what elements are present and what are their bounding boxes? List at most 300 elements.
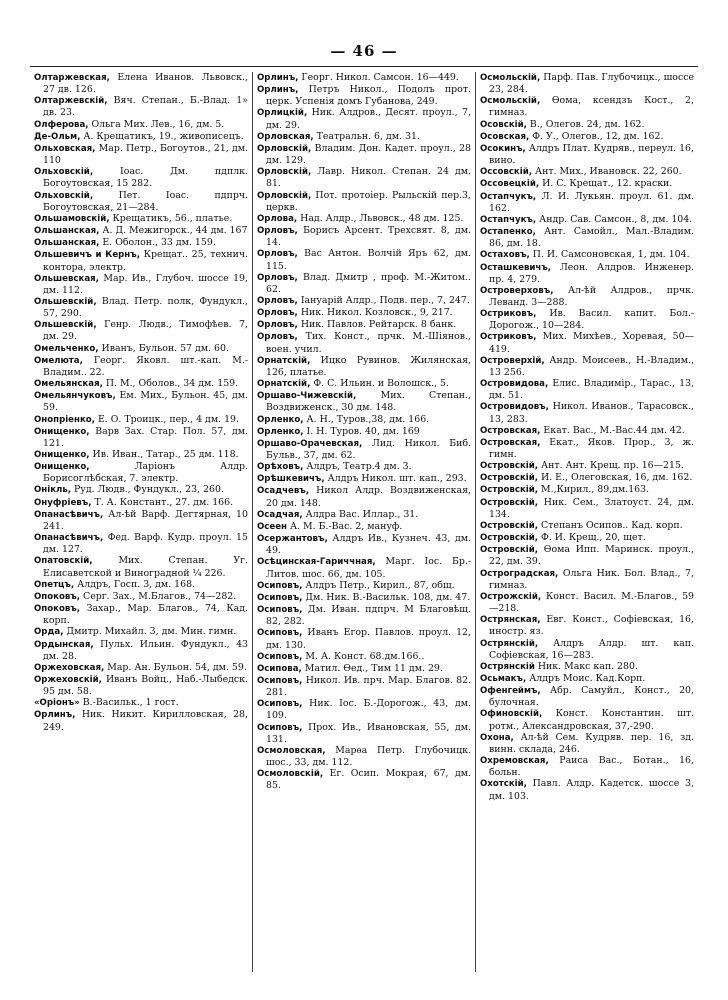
entry-details: Никол. Иванов., Тарасовск., 13, 283. xyxy=(489,401,694,425)
entry-surname: Онопріенко, xyxy=(34,414,95,425)
directory-entry xyxy=(257,438,471,461)
directory-entry xyxy=(480,497,694,520)
directory-entry xyxy=(34,213,248,225)
entry-surname: Орловскій, xyxy=(257,167,312,178)
directory-entry xyxy=(257,225,471,248)
directory-entry xyxy=(257,107,471,130)
directory-entry xyxy=(257,473,471,485)
entry-surname: Осадчевъ, xyxy=(257,486,310,497)
entry-surname: Островидовъ, xyxy=(480,402,549,413)
directory-entry xyxy=(257,604,471,627)
entry-details: А. Д. Межигорск., 44 дм. 167 xyxy=(102,225,248,237)
entry-surname: Осиповъ, xyxy=(257,628,303,639)
entry-details: А. Н., Туров.,38, дм. 166. xyxy=(306,413,430,425)
entry-details: Захар., Мар. Благов., 74, Кад. корп. xyxy=(43,603,249,627)
entry-surname: Ольшевскій, xyxy=(34,296,97,307)
directory-entry xyxy=(480,425,694,437)
directory-entry xyxy=(480,119,694,131)
entry-surname: Орловскій, xyxy=(257,143,312,154)
directory-entry xyxy=(480,614,694,637)
entry-surname: Островская, xyxy=(480,437,541,448)
entry-details: Ѳома Ипп. Маринск. проул., 22, дм. 39. xyxy=(489,544,694,568)
directory-entry xyxy=(34,273,248,296)
directory-entry xyxy=(480,732,694,755)
directory-entry xyxy=(34,662,248,674)
entry-details: Иванъ Войц., Наб.-Лыбедск. 95 дм. 58. xyxy=(43,673,248,698)
entry-details: Ольга Ник. Бол. Влад., 7, гимназ. xyxy=(489,567,694,591)
directory-entry xyxy=(34,249,248,272)
directory-entry xyxy=(480,484,694,496)
entry-details: Ларіонъ Алдр. Борисоглѣбская, 7. электр. xyxy=(43,461,248,485)
entry-surname: Опоковъ, xyxy=(34,604,81,615)
entry-details: Прох. Ив., Ивановская, 55, дм. 131. xyxy=(266,721,472,745)
directory-entry xyxy=(480,378,694,401)
directory-entry xyxy=(257,319,471,331)
entry-details: І. Н. Туров. 40, дм. 169 xyxy=(306,425,420,437)
entry-details: Ал-ѣй Алдров., прчк. Леванд. 3—288. xyxy=(489,284,694,308)
entry-surname: Оршаво-Чижевскій, xyxy=(257,391,357,402)
directory-entry xyxy=(480,131,694,143)
directory-entry xyxy=(257,627,471,650)
entry-details: Алдръ Петр., Кирил., 87, общ. xyxy=(305,579,455,591)
entry-surname: Остриковъ, xyxy=(480,309,537,320)
entry-details: В., Олегов. 24, дм. 162. xyxy=(529,118,645,130)
directory-entry xyxy=(480,568,694,591)
entry-details: Варв Зах. Стар. Пол. 57, дм. 121. xyxy=(43,425,249,449)
entry-details: Над. Алдр., Львовск., 48 дм. 125. xyxy=(300,212,464,224)
entry-surname: Осиповъ, xyxy=(257,675,303,686)
entry-details: П. М., Оболов., 34 дм. 159. xyxy=(105,378,239,390)
entry-surname: Осьмакъ, xyxy=(480,673,527,684)
directory-entry xyxy=(480,685,694,708)
column-1 xyxy=(30,72,252,972)
entry-details: Андр. Моисеев., Н.-Владим., 13 256. xyxy=(489,354,694,378)
directory-entry xyxy=(480,520,694,532)
entry-surname: Ольшанская, xyxy=(34,226,100,237)
entry-details: Ник. Никит. Кирилловская, 28, 249. xyxy=(43,709,248,733)
entry-details: Марг. Іос. Бр.-Литов. шос. 66, дм. 105. xyxy=(266,556,471,580)
entry-surname: Осмоловскій, xyxy=(257,769,324,780)
entry-details: Раиса Вас., Ботан., 16, больн. xyxy=(489,755,694,779)
directory-entry xyxy=(257,521,471,533)
directory-entry xyxy=(34,626,248,638)
entry-details: Матил. Ѳед., Тим 11 дм. 29. xyxy=(304,662,443,674)
entry-surname: Остаховъ, xyxy=(480,250,530,261)
entry-details: Ник. Павлов. Рейтарск. 8 банк. xyxy=(300,319,457,331)
directory-entry xyxy=(257,426,471,438)
entry-details: Л. И. Лукьян. проул. 61. дм. 162. xyxy=(489,190,695,214)
entry-surname: Ордынская, xyxy=(34,639,94,650)
entry-surname: Офиновскій, xyxy=(480,709,543,720)
directory-entry xyxy=(257,331,471,354)
directory-entry xyxy=(34,190,248,213)
directory-entry xyxy=(257,190,471,213)
directory-entry xyxy=(257,295,471,307)
entry-surname: Ольшевичъ и Кернъ, xyxy=(34,250,140,261)
directory-entry xyxy=(480,708,694,731)
entry-surname: Осиповъ, xyxy=(257,580,303,591)
entry-surname: Осташкевичъ, xyxy=(480,262,552,273)
directory-entry xyxy=(480,308,694,331)
entry-surname: Омелюта, xyxy=(34,355,83,366)
directory-entry xyxy=(480,778,694,801)
entry-surname: Де-Ольм, xyxy=(34,131,81,142)
entry-details: М.,Кирил., 89,дм.163. xyxy=(541,484,650,496)
entry-surname: Олтаржевская, xyxy=(34,73,110,83)
entry-surname: Островерховъ, xyxy=(480,285,554,296)
entry-surname: Осадчая, xyxy=(257,509,303,520)
directory-entry xyxy=(480,532,694,544)
entry-surname: Онікль, xyxy=(34,485,72,496)
entry-details: Ник. Сем., Златоуст. 24, дм. 134. xyxy=(489,496,695,520)
entry-surname: Осовская, xyxy=(480,131,530,142)
directory-entry xyxy=(257,143,471,166)
directory-entry xyxy=(257,355,471,378)
entry-details: Ал-ѣй Сем. Кудряв. пер. 16, зд. винн. склада, 246. xyxy=(489,731,694,755)
directory-entry xyxy=(34,674,248,697)
entry-surname: Орловъ, xyxy=(257,308,298,319)
entry-details: Е. О. Троицк., пер., 4 дм. 19. xyxy=(97,413,239,425)
entry-surname: Орлова, xyxy=(257,213,298,224)
directory-entry xyxy=(257,84,471,107)
entry-details: Ив. Иван., Татар., 25 дм. 118. xyxy=(92,449,239,460)
entry-surname: Олтаржевскій, xyxy=(34,96,108,107)
entry-surname: Охремовская, xyxy=(480,756,549,767)
entry-surname: Орлицкій, xyxy=(257,108,308,119)
entry-details: Влад. Дмитр , проф. М.-Житом.. 62. xyxy=(266,271,471,295)
entry-details: Ант. Самойл., Мал.-Владим. 86, дм. 18. xyxy=(489,226,695,250)
entry-surname: Офенгеймъ, xyxy=(480,686,541,697)
directory-entry xyxy=(34,319,248,342)
directory-entry xyxy=(480,285,694,308)
directory-entry xyxy=(257,556,471,579)
entry-surname: Орнатскій, xyxy=(257,379,311,390)
entry-surname: Островскій, xyxy=(480,533,539,544)
directory-entry xyxy=(257,461,471,473)
entry-surname: Орловъ, xyxy=(257,332,298,343)
entry-details: Владим. Дон. Кадет. проул., 28 дм. 129. xyxy=(266,142,471,167)
entry-surname: Островидова, xyxy=(480,379,549,390)
directory-entry xyxy=(257,533,471,556)
directory-entry xyxy=(257,378,471,390)
entry-surname: Оршаво-Орачевская, xyxy=(257,438,363,449)
entry-surname: Орловская, xyxy=(257,131,314,142)
directory-entry xyxy=(257,651,471,663)
entry-details: Іануарій Алдр., Подв. пер., 7, 247. xyxy=(300,294,470,306)
entry-surname: Оссовецкій, xyxy=(480,179,540,190)
entry-details: Ф. С. Ильин. и Волошск., 5. xyxy=(313,378,449,390)
entry-surname: Осѣцинская-Гариччная, xyxy=(257,557,376,568)
entry-surname: Островскій, xyxy=(480,461,539,472)
entry-surname: Остапчукъ, xyxy=(480,214,537,225)
directory-entry xyxy=(257,580,471,592)
directory-entry xyxy=(257,722,471,745)
directory-entry xyxy=(257,213,471,225)
entry-details: Абр. Самуйл., Конст., 20, булочная. xyxy=(489,685,695,709)
directory-entry xyxy=(34,532,248,555)
entry-details: И. Е., Олеговская, 16, дм. 162. xyxy=(541,472,693,484)
entry-details: Лавр. Никол. Степан. 24 дм. 81. xyxy=(266,166,472,190)
directory-entry xyxy=(480,661,694,673)
entry-surname: Островерхій, xyxy=(480,355,545,366)
entry-surname: Орнатскій, xyxy=(257,355,311,366)
entry-surname: Орловскій, xyxy=(257,190,312,201)
directory-entry xyxy=(34,237,248,249)
entry-surname: Орловъ, xyxy=(257,226,298,237)
entry-surname: Ольховскій, xyxy=(34,190,94,201)
entry-surname: Опатовскій, xyxy=(34,556,93,567)
entry-details: Георг. Никол. Самсон. 16—449. xyxy=(301,72,459,83)
entry-surname: Остапчукъ, xyxy=(480,191,537,202)
entry-details: Конст. Васил. М.-Благов., 59—218. xyxy=(489,590,695,615)
entry-surname: Омельянчуковъ, xyxy=(34,391,116,402)
entry-surname: Орловъ, xyxy=(257,249,298,260)
entry-details: Ег. Осип. Мокрая, 67, дм. 85. xyxy=(266,768,471,792)
entry-details: Крещат.. 25, технич. контора, электр. xyxy=(43,249,249,273)
entry-details: Серг. Зах., М.Благов., 74—282. xyxy=(83,590,237,602)
directory-entry xyxy=(34,509,248,532)
directory-entry xyxy=(34,119,248,131)
directory-entry xyxy=(257,272,471,295)
entry-details: Лид. Никол. Биб. Бульв., 37, дм. 62. xyxy=(266,437,471,461)
entry-surname: Оссовскій, xyxy=(480,167,532,178)
entry-surname: Осипова, xyxy=(257,663,302,674)
directory-entry xyxy=(480,143,694,166)
entry-details: Павл. Алдр. Кадетск. шоссе 3, дм. 103. xyxy=(489,778,694,802)
entry-surname: Островскій, xyxy=(480,520,539,531)
entry-surname: Острянскій, xyxy=(480,638,539,649)
entry-details: Никол. Ив. прч. Мар. Благов. 82. 281. xyxy=(266,674,472,699)
entry-surname: Оржеховскій, xyxy=(34,674,102,685)
entry-details: М. А. Конст. 68.дм.166.. xyxy=(305,650,425,662)
column-3 xyxy=(475,72,698,972)
entry-surname: Орда, xyxy=(34,627,64,638)
entry-surname: Орловъ, xyxy=(257,320,298,331)
entry-surname: Онуфріевъ, xyxy=(34,497,92,508)
directory-entry xyxy=(480,591,694,614)
directory-entry xyxy=(480,178,694,190)
entry-surname: Опоковъ, xyxy=(34,591,81,602)
directory-entry xyxy=(480,191,694,214)
entry-details: Алдръ Никол. шт. кап., 293. xyxy=(327,473,467,485)
directory-entry xyxy=(257,72,471,84)
directory-entry xyxy=(34,426,248,449)
directory-entry xyxy=(34,591,248,603)
entry-details: В.-Васильк., 1 гост. xyxy=(82,697,179,709)
entry-details: Парф. Пав. Глубочицк., шоссе 23, 284. xyxy=(489,72,694,96)
entry-surname: Ольшевская, xyxy=(34,273,99,284)
entry-details: П. И. Самсоновская, 1, дм. 104. xyxy=(532,249,690,261)
entry-details: Мар. Ив., Глубоч. шоссе 19, дм. 112. xyxy=(43,272,248,296)
entry-surname: Орѣховъ, xyxy=(257,462,304,473)
entry-details: Борисъ Арсент. Трехсвят. 8, дм. 14. xyxy=(266,225,471,249)
entry-details: Екат., Яков. Прор., 3, ж. гимн. xyxy=(489,436,694,460)
directory-entry xyxy=(34,390,248,413)
entry-surname: Опанасѣвичъ, xyxy=(34,509,104,520)
entry-details: Ицко Рувинов. Жилянская, 126, платье. xyxy=(266,354,472,378)
entry-details: Алдръ Ив., Кузнеч. 43, дм. 49. xyxy=(266,533,471,557)
directory-entry xyxy=(34,484,248,496)
directory-entry xyxy=(257,414,471,426)
entry-details: Пот. протоіер. Рыльскій пер.3, церкв. xyxy=(266,189,472,213)
entry-details: Алдра Вас. Иллар., 31. xyxy=(305,508,419,520)
entry-details: Иванъ Егор. Павлов. проул. 12, дм. 130. xyxy=(266,627,471,651)
directory-entry xyxy=(34,555,248,578)
entry-details: Ник. Іос. Б.-Дорогож., 43, дм. 109. xyxy=(266,698,471,722)
entry-surname: Опетцъ, xyxy=(34,579,75,590)
entry-details: Марѳа Петр. Глубочицк. шос., 33, дм. 112. xyxy=(266,744,471,769)
entry-details: Руд. Людв., Фундукл., 23, 260. xyxy=(74,484,224,496)
entry-details: Мих. Степан. Уг. Елисаветской и Виноградной ¹⁄₄ 226. xyxy=(43,555,248,579)
entry-surname: Орленко, xyxy=(257,426,304,437)
entry-surname: Орлинъ, xyxy=(257,73,299,83)
entry-surname: Осмольскій, xyxy=(480,73,541,83)
entry-surname: Орѣшкевичъ, xyxy=(257,474,325,485)
entry-surname: Островскій, xyxy=(480,497,539,508)
entry-surname: Ольховская, xyxy=(34,143,96,154)
entry-details: Театральн. 6, дм. 31. xyxy=(316,130,420,142)
directory-entry xyxy=(480,401,694,424)
entry-details: Ант. Ант. Крещ. пр. 16—215. xyxy=(541,460,684,472)
entry-details: Леон. Алдров. Инженер. пр. 4, 279. xyxy=(489,261,695,285)
entry-surname: Опанасѣвичъ, xyxy=(34,533,104,544)
entry-surname: Осиповъ, xyxy=(257,722,303,733)
entry-details: Мих. Михѣев., Хоревая, 50—419. xyxy=(489,331,694,355)
directory-entry xyxy=(480,249,694,261)
directory-entry xyxy=(257,768,471,791)
entry-details: Елис. Владимір., Тарас., 13, дм. 51. xyxy=(489,378,695,402)
entry-surname: Омельченко, xyxy=(34,343,99,354)
directory-entry xyxy=(34,343,248,355)
entry-surname: Ольховскій, xyxy=(34,167,94,178)
entry-surname: Охотскій, xyxy=(480,779,527,790)
directory-entry xyxy=(34,378,248,390)
entry-surname: Ольшанская, xyxy=(34,238,100,249)
entry-surname: Ольшамовскій, xyxy=(34,213,110,224)
entry-details: Ник. Макс кап. 280. xyxy=(537,660,638,672)
entry-surname: Острянскій xyxy=(480,661,535,672)
directory-entry xyxy=(257,592,471,604)
entry-details: Т. А. Констант., 27. дм. 166. xyxy=(94,496,234,508)
entry-surname: Олферова, xyxy=(34,119,89,130)
entry-surname: Ольшевскій, xyxy=(34,320,97,331)
entry-details: Конст. Константин. шт. ротм., Александровская, 37,-290. xyxy=(489,708,694,732)
directory-entry xyxy=(257,307,471,319)
entry-details: Степанъ Осипов.. Кад. корп. xyxy=(541,519,683,531)
directory-entry xyxy=(34,579,248,591)
entry-surname: Островскій, xyxy=(480,485,539,496)
directory-entry xyxy=(257,663,471,675)
entry-details: Мар. Петр., Богоутов., 21, дм. 110 xyxy=(43,142,249,167)
directory-entry xyxy=(34,461,248,484)
entry-details: Мих. Степан., Воздвиженск., 30 дм. 148. xyxy=(266,390,471,414)
entry-surname: Осиповъ, xyxy=(257,699,303,710)
entry-details: Вяч. Степан., Б.-Влад. 1» дв. 23. xyxy=(43,95,248,119)
directory-entry xyxy=(34,131,248,143)
entry-details: Ф. И. Крещ., 20, щет. xyxy=(541,532,646,544)
directory-entry xyxy=(480,166,694,178)
directory-entry xyxy=(480,437,694,460)
entry-surname: Омельянская, xyxy=(34,379,103,390)
entry-surname: Острянская, xyxy=(480,615,541,626)
directory-entry xyxy=(257,248,471,271)
entry-surname: Онищенко, xyxy=(34,450,90,460)
entry-surname: Орловъ, xyxy=(257,272,298,283)
entry-details: Петръ Никол., Подолъ прот. церк. Успенія домъ Губанова, 249. xyxy=(266,84,471,108)
directory-entry xyxy=(257,698,471,721)
entry-surname: Островская, xyxy=(480,425,541,436)
entry-details: А. М. Б.-Вас. 2, мануф. xyxy=(289,520,403,532)
directory-entry xyxy=(34,603,248,626)
directory-entry xyxy=(257,745,471,768)
entry-details: Ф. У., Олегов., 12, дм. 162. xyxy=(532,130,664,142)
directory-entry xyxy=(34,143,248,166)
directory-entry xyxy=(480,226,694,249)
entry-surname: Охона, xyxy=(480,732,514,743)
entry-details: Мар. Ан. Бульон. 54, дм. 59. xyxy=(107,661,247,673)
entry-details: Фед. Варф. Кудр. проул. 15 дм. 127. xyxy=(43,532,248,556)
directory-entry xyxy=(34,497,248,509)
directory-entry xyxy=(480,544,694,567)
entry-details: Алдръ Алдр. шт. кап. Софіевская, 16—283. xyxy=(489,637,694,661)
directory-entry xyxy=(480,460,694,472)
entry-details: Никол Алдр. Воздвиженская, 20 дм. 148. xyxy=(266,485,471,509)
entry-details: Генр. Людв., Тимофѣев. 7, дм. 29. xyxy=(43,319,248,343)
directory-entry xyxy=(257,485,471,508)
directory-entry xyxy=(480,72,694,95)
directory-entry xyxy=(480,355,694,378)
entry-details: Алдръ Плат. Кудряв., переул. 16, вино. xyxy=(489,142,694,167)
entry-surname: Осовскій, xyxy=(480,119,527,130)
directory-entry xyxy=(257,131,471,143)
directory-entry xyxy=(34,709,248,732)
page-number: — 46 — xyxy=(330,42,398,60)
directory-entry xyxy=(257,390,471,413)
directory-entry xyxy=(480,214,694,226)
entry-details: Пульх. Ильин. Фундукл., 43 дм. 28. xyxy=(43,638,248,662)
entry-details: Ив. Васил. капит. Бол.-Дорогож., 10—284. xyxy=(489,308,694,332)
entry-surname: Осеен xyxy=(257,521,287,532)
entry-surname: Орленко, xyxy=(257,414,304,425)
directory-entry xyxy=(480,95,694,118)
column-2 xyxy=(252,72,475,972)
directory-entry xyxy=(34,95,248,118)
entry-details: Пет. Іоас. пдпрч. Богоутовская, 21—284. xyxy=(43,189,249,213)
entry-details: Крещатикъ, 56., платье. xyxy=(112,212,233,224)
directory-entry xyxy=(480,262,694,285)
directory-entry xyxy=(34,296,248,319)
entry-surname: Онищенко, xyxy=(34,426,90,437)
entry-details: А. Крещатикъ, 19., живописецъ. xyxy=(83,130,244,142)
entry-surname: Осмоловская, xyxy=(257,745,326,756)
entry-surname: «Оріонъ» xyxy=(34,698,80,709)
entry-details: И. С. Крещат., 12. краски. xyxy=(542,178,673,190)
entry-surname: Осокинъ, xyxy=(480,143,526,154)
entry-surname: Острожскій, xyxy=(480,591,542,602)
entry-details: Ем. Мих., Бульон. 45, дм. 59. xyxy=(43,390,248,414)
entry-surname: Онищенко, xyxy=(34,462,90,473)
entry-details: Георг. Яковл. шт.-кап. М.-Владим.. 22. xyxy=(43,354,249,378)
entry-details: Иванъ, Бульон. 57 дм. 60. xyxy=(101,342,229,354)
entry-details: Алдръ Моис. Кад.Корп. xyxy=(529,672,646,684)
entry-details: Дм. Иван. пдпрч. М Благовѣщ. 82, 282. xyxy=(266,604,471,628)
entry-details: Ник. Никол. Козловск., 9, 217. xyxy=(300,307,453,319)
entry-details: Ольга Мих. Лев., 16, дм. 5. xyxy=(91,118,225,130)
entry-surname: Осержантовъ, xyxy=(257,534,328,545)
entry-details: Дмитр. Михайл. 3, дм. Мин. гимн. xyxy=(66,626,237,638)
entry-details: Алдръ, Госп. 3, дм. 168. xyxy=(77,578,196,590)
entry-details: Ант. Мих., Ивановск. 22, 260. xyxy=(534,166,682,178)
